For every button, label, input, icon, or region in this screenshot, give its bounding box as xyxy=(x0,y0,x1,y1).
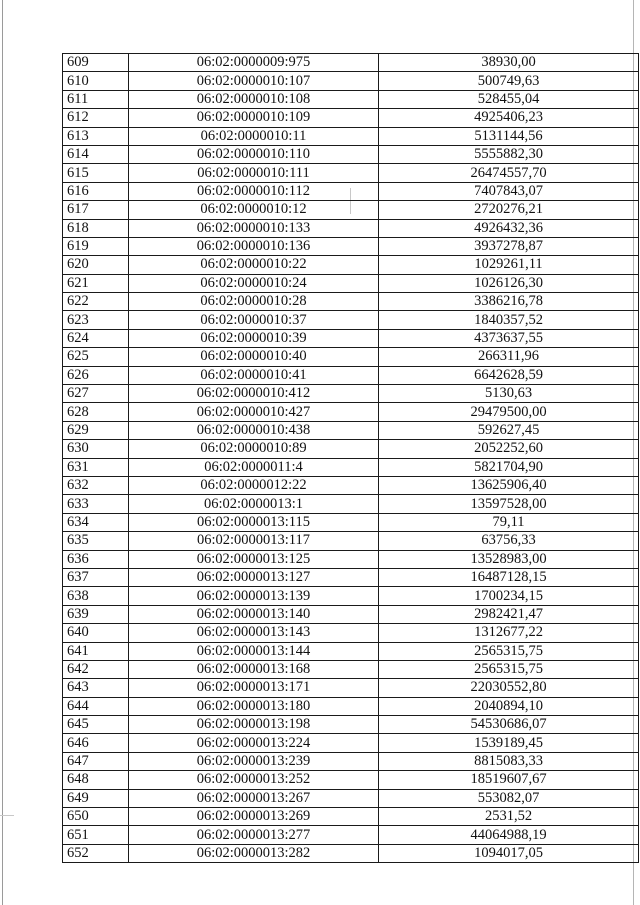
table-row xyxy=(63,532,639,550)
cadastral-number-cell: 06:02:0000010:427 xyxy=(129,403,379,421)
cadastral-number-cell: 06:02:0000013:143 xyxy=(129,624,379,642)
table-row xyxy=(63,624,639,642)
table-row xyxy=(63,513,639,531)
table-row xyxy=(63,587,639,605)
row-number-cell: 617 xyxy=(63,201,129,219)
cadastral-number-cell: 06:02:0000010:12 xyxy=(129,201,379,219)
table-row xyxy=(63,752,639,770)
scan-edge-left xyxy=(2,0,3,905)
table-row xyxy=(63,311,639,329)
row-number-cell: 647 xyxy=(63,752,129,770)
cadastral-value-cell: 13528983,00 xyxy=(379,550,639,568)
cadastral-value-cell: 79,11 xyxy=(379,513,639,531)
cadastral-number-cell: 06:02:0000010:37 xyxy=(129,311,379,329)
cadastral-number-cell: 06:02:0000013:252 xyxy=(129,771,379,789)
row-number-cell: 610 xyxy=(63,72,129,90)
cadastral-number-cell: 06:02:0000010:111 xyxy=(129,164,379,182)
table-row xyxy=(63,145,639,163)
cadastral-number-cell: 06:02:0000013:269 xyxy=(129,808,379,826)
cadastral-number-cell: 06:02:0000010:40 xyxy=(129,348,379,366)
row-number-cell: 634 xyxy=(63,513,129,531)
cadastral-value-cell: 4926432,36 xyxy=(379,219,639,237)
row-number-cell: 638 xyxy=(63,587,129,605)
row-number-cell: 628 xyxy=(63,403,129,421)
row-number-cell: 615 xyxy=(63,164,129,182)
row-number-cell: 618 xyxy=(63,219,129,237)
row-number-cell: 652 xyxy=(63,844,129,862)
cadastral-value-cell: 1700234,15 xyxy=(379,587,639,605)
table-row xyxy=(63,697,639,715)
row-number-cell: 639 xyxy=(63,605,129,623)
cadastral-value-cell: 1539189,45 xyxy=(379,734,639,752)
cadastral-number-cell: 06:02:0000011:4 xyxy=(129,458,379,476)
cadastral-value-cell: 1029261,11 xyxy=(379,256,639,274)
table-row xyxy=(63,716,639,734)
row-number-cell: 650 xyxy=(63,808,129,826)
cadastral-value-cell: 54530686,07 xyxy=(379,716,639,734)
row-number-cell: 636 xyxy=(63,550,129,568)
row-number-cell: 643 xyxy=(63,679,129,697)
cadastral-number-cell: 06:02:0000013:198 xyxy=(129,716,379,734)
cadastral-number-cell: 06:02:0000013:277 xyxy=(129,826,379,844)
cadastral-value-cell: 8815083,33 xyxy=(379,752,639,770)
row-number-cell: 624 xyxy=(63,329,129,347)
cadastral-number-cell: 06:02:0000010:107 xyxy=(129,72,379,90)
cadastral-value-cell: 2040894,10 xyxy=(379,697,639,715)
cadastral-value-cell: 13625906,40 xyxy=(379,476,639,494)
cadastral-value-cell: 1094017,05 xyxy=(379,844,639,862)
row-number-cell: 621 xyxy=(63,274,129,292)
cadastral-value-cell: 3386216,78 xyxy=(379,293,639,311)
row-number-cell: 612 xyxy=(63,109,129,127)
row-number-cell: 632 xyxy=(63,476,129,494)
row-number-cell: 614 xyxy=(63,145,129,163)
row-number-cell: 635 xyxy=(63,532,129,550)
cadastral-value-cell: 2982421,47 xyxy=(379,605,639,623)
row-number-cell: 629 xyxy=(63,421,129,439)
cadastral-number-cell: 06:02:0000013:168 xyxy=(129,660,379,678)
cadastral-value-cell: 26474557,70 xyxy=(379,164,639,182)
row-number-cell: 611 xyxy=(63,90,129,108)
scan-speck xyxy=(0,815,14,816)
cadastral-value-cell: 5131144,56 xyxy=(379,127,639,145)
row-number-cell: 619 xyxy=(63,237,129,255)
cadastral-value-cell: 22030552,80 xyxy=(379,679,639,697)
cadastral-value-cell: 592627,45 xyxy=(379,421,639,439)
cadastral-number-cell: 06:02:0000010:112 xyxy=(129,182,379,200)
table-row xyxy=(63,771,639,789)
table-row xyxy=(63,274,639,292)
table-row xyxy=(63,403,639,421)
cadastral-number-cell: 06:02:0000013:1 xyxy=(129,495,379,513)
cadastral-number-cell: 06:02:0000010:11 xyxy=(129,127,379,145)
row-number-cell: 645 xyxy=(63,716,129,734)
cadastral-number-cell: 06:02:0000013:125 xyxy=(129,550,379,568)
cadastral-value-cell: 1026126,30 xyxy=(379,274,639,292)
cadastral-number-cell: 06:02:0000013:127 xyxy=(129,568,379,586)
cadastral-value-cell: 553082,07 xyxy=(379,789,639,807)
cadastral-number-cell: 06:02:0000013:282 xyxy=(129,844,379,862)
table-row xyxy=(63,826,639,844)
cadastral-value-cell: 13597528,00 xyxy=(379,495,639,513)
cadastral-number-cell: 06:02:0000010:109 xyxy=(129,109,379,127)
table-row xyxy=(63,808,639,826)
row-number-cell: 649 xyxy=(63,789,129,807)
table-row xyxy=(63,127,639,145)
cadastral-value-cell: 5130,63 xyxy=(379,385,639,403)
cadastral-number-cell: 06:02:0000013:171 xyxy=(129,679,379,697)
row-number-cell: 637 xyxy=(63,568,129,586)
cadastral-value-table xyxy=(62,53,639,863)
cadastral-value-cell: 528455,04 xyxy=(379,90,639,108)
cadastral-value-cell: 6642628,59 xyxy=(379,366,639,384)
row-number-cell: 609 xyxy=(63,54,129,72)
table-row xyxy=(63,182,639,200)
cadastral-value-cell: 16487128,15 xyxy=(379,568,639,586)
cadastral-value-cell: 2052252,60 xyxy=(379,440,639,458)
cadastral-value-cell: 1312677,22 xyxy=(379,624,639,642)
cadastral-value-cell: 38930,00 xyxy=(379,54,639,72)
cadastral-value-cell: 500749,63 xyxy=(379,72,639,90)
cadastral-number-cell: 06:02:0000013:117 xyxy=(129,532,379,550)
cadastral-value-cell: 4925406,23 xyxy=(379,109,639,127)
cadastral-number-cell: 06:02:0000013:115 xyxy=(129,513,379,531)
cadastral-number-cell: 06:02:0000009:975 xyxy=(129,54,379,72)
table-row xyxy=(63,201,639,219)
row-number-cell: 620 xyxy=(63,256,129,274)
row-number-cell: 627 xyxy=(63,385,129,403)
cadastral-number-cell: 06:02:0000010:89 xyxy=(129,440,379,458)
cadastral-value-cell: 2565315,75 xyxy=(379,642,639,660)
row-number-cell: 613 xyxy=(63,127,129,145)
row-number-cell: 623 xyxy=(63,311,129,329)
table-row xyxy=(63,476,639,494)
table-row xyxy=(63,458,639,476)
table-row xyxy=(63,605,639,623)
table-row xyxy=(63,495,639,513)
table-row xyxy=(63,844,639,862)
table-row xyxy=(63,164,639,182)
row-number-cell: 616 xyxy=(63,182,129,200)
cadastral-value-cell: 266311,96 xyxy=(379,348,639,366)
row-number-cell: 631 xyxy=(63,458,129,476)
table-row xyxy=(63,348,639,366)
cadastral-number-cell: 06:02:0000013:267 xyxy=(129,789,379,807)
cadastral-number-cell: 06:02:0000010:438 xyxy=(129,421,379,439)
table-row xyxy=(63,568,639,586)
table-row xyxy=(63,660,639,678)
table-row xyxy=(63,550,639,568)
cadastral-number-cell: 06:02:0000013:140 xyxy=(129,605,379,623)
table-row xyxy=(63,734,639,752)
table-row xyxy=(63,366,639,384)
table-row xyxy=(63,54,639,72)
table-row xyxy=(63,219,639,237)
cadastral-value-cell: 1840357,52 xyxy=(379,311,639,329)
cadastral-number-cell: 06:02:0000010:110 xyxy=(129,145,379,163)
cadastral-value-cell: 63756,33 xyxy=(379,532,639,550)
row-number-cell: 648 xyxy=(63,771,129,789)
cadastral-value-cell: 5821704,90 xyxy=(379,458,639,476)
table-row xyxy=(63,789,639,807)
table-row xyxy=(63,679,639,697)
table-row xyxy=(63,256,639,274)
cadastral-number-cell: 06:02:0000010:133 xyxy=(129,219,379,237)
row-number-cell: 626 xyxy=(63,366,129,384)
row-number-cell: 640 xyxy=(63,624,129,642)
cadastral-value-cell: 29479500,00 xyxy=(379,403,639,421)
row-number-cell: 644 xyxy=(63,697,129,715)
cadastral-number-cell: 06:02:0000013:139 xyxy=(129,587,379,605)
cadastral-value-cell: 2720276,21 xyxy=(379,201,639,219)
table-row xyxy=(63,440,639,458)
cadastral-number-cell: 06:02:0000010:412 xyxy=(129,385,379,403)
cadastral-number-cell: 06:02:0000010:24 xyxy=(129,274,379,292)
row-number-cell: 642 xyxy=(63,660,129,678)
cadastral-number-cell: 06:02:0000013:224 xyxy=(129,734,379,752)
table-row xyxy=(63,385,639,403)
table-row xyxy=(63,421,639,439)
table-row xyxy=(63,90,639,108)
table-row xyxy=(63,109,639,127)
cadastral-value-cell: 2565315,75 xyxy=(379,660,639,678)
row-number-cell: 625 xyxy=(63,348,129,366)
cadastral-number-cell: 06:02:0000010:22 xyxy=(129,256,379,274)
cadastral-value-cell: 44064988,19 xyxy=(379,826,639,844)
cadastral-value-cell: 18519607,67 xyxy=(379,771,639,789)
cadastral-value-cell: 7407843,07 xyxy=(379,182,639,200)
cadastral-value-cell: 2531,52 xyxy=(379,808,639,826)
table-row xyxy=(63,72,639,90)
row-number-cell: 630 xyxy=(63,440,129,458)
table-row xyxy=(63,237,639,255)
row-number-cell: 641 xyxy=(63,642,129,660)
cadastral-number-cell: 06:02:0000010:39 xyxy=(129,329,379,347)
cadastral-number-cell: 06:02:0000010:28 xyxy=(129,293,379,311)
cadastral-value-cell: 4373637,55 xyxy=(379,329,639,347)
cadastral-value-cell: 5555882,30 xyxy=(379,145,639,163)
cadastral-value-cell: 3937278,87 xyxy=(379,237,639,255)
table-body xyxy=(63,54,639,863)
row-number-cell: 633 xyxy=(63,495,129,513)
table-row xyxy=(63,293,639,311)
row-number-cell: 651 xyxy=(63,826,129,844)
cadastral-number-cell: 06:02:0000013:239 xyxy=(129,752,379,770)
cadastral-number-cell: 06:02:0000013:180 xyxy=(129,697,379,715)
row-number-cell: 622 xyxy=(63,293,129,311)
row-number-cell: 646 xyxy=(63,734,129,752)
table-row xyxy=(63,329,639,347)
cadastral-number-cell: 06:02:0000012:22 xyxy=(129,476,379,494)
cadastral-number-cell: 06:02:0000010:136 xyxy=(129,237,379,255)
table-row xyxy=(63,642,639,660)
cadastral-number-cell: 06:02:0000010:41 xyxy=(129,366,379,384)
cadastral-number-cell: 06:02:0000010:108 xyxy=(129,90,379,108)
cadastral-number-cell: 06:02:0000013:144 xyxy=(129,642,379,660)
